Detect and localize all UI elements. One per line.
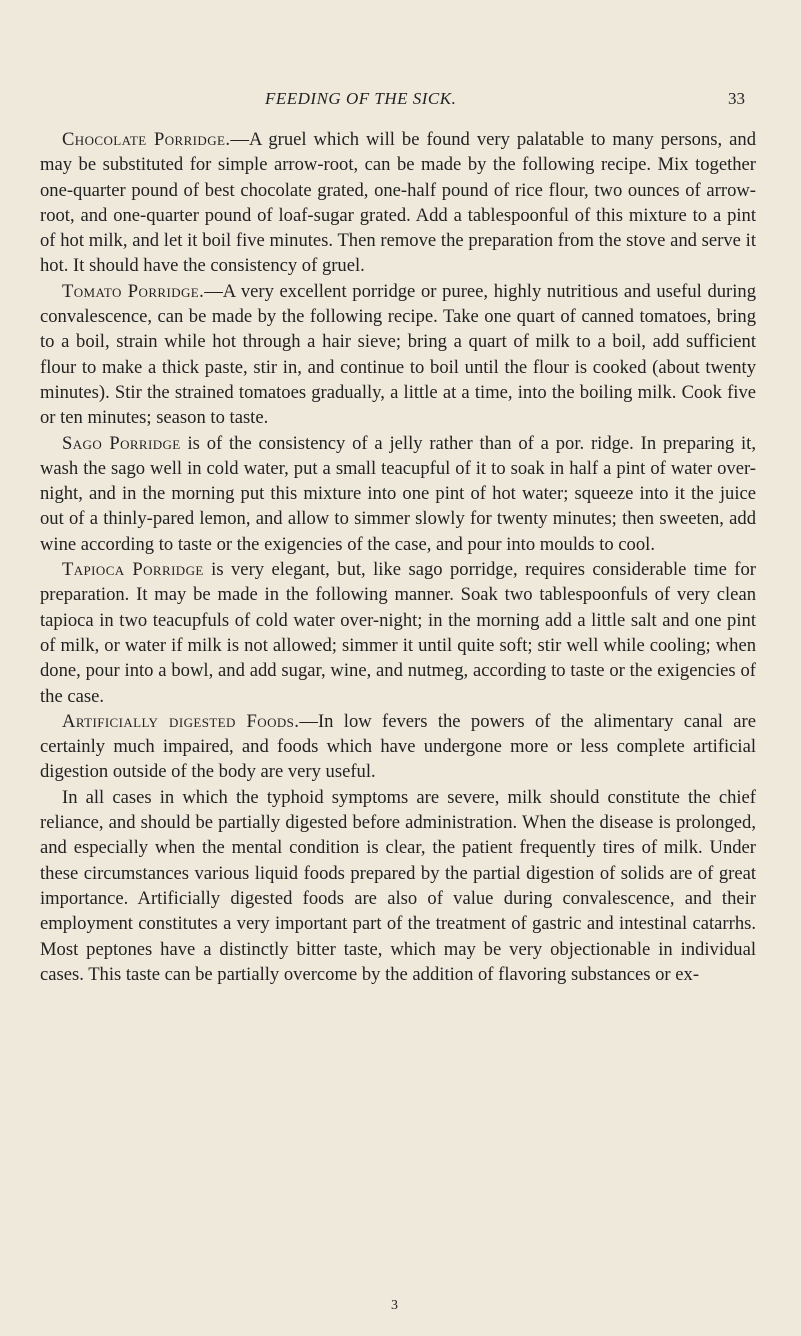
- paragraph-tomato-porridge: [40, 279, 756, 431]
- running-title: FEEDING OF THE SICK.: [265, 89, 457, 108]
- paragraph-text: is of the consistency of a jelly rather than of a por. ridge. In preparing it, wash the sago well in cold water, put a small teacupful of it to soak in half a pint of water over-night, and in the morning put this mixture into one pint of hot water; squeeze into it the juice out of a thinly-pared lemon, and allow to simmer slowly for twenty minutes; then sweeten, add wine according to taste or the exigencies of the case, and pour into moulds to cool.: [40, 432, 756, 555]
- paragraph-text: is very elegant, but, like sago porridge, requires considerable time for preparation. It may be made in the following manner. Soak two tablespoonfuls of very clean tapioca in two teacupfuls of cold water over-night; in the morning add a little salt and one pint of milk, or water if milk is not allowed; simmer it until quite soft; stir well while cooling; when done, pour into a bowl, and add sugar, wine, and nutmeg, according to taste or the exigencies of the case.: [40, 559, 756, 707]
- page-number: 33: [728, 89, 745, 108]
- paragraph-typhoid-milk: [40, 785, 756, 987]
- paragraph-text: In all cases in which the typhoid symptoms are severe, milk should constitute the chief reliance, and should be partially digested before administration. When the disease is prolonged, and especially when the mental condition is clear, the patient frequently tires of milk. Under these circumstances various liquid foods prepared by the partial digestion of solids are of great importance. Artificially digested foods are also of value during convalescence, and their employment constitutes a very important part of the treatment of gastric and intestinal catarrhs. Most peptones have a distinctly bitter taste, which may be very objectionable in individual cases. This taste can be partially overcome by the addition of flavoring substances or ex-: [40, 786, 756, 985]
- paragraph-chocolate-porridge: [40, 127, 756, 279]
- paragraph-heading: Tomato Porridge.: [62, 280, 205, 302]
- paragraph-text: —A gruel which will be found very palatable to many persons, and may be substituted for simple arrow-root, can be made by the following recipe. Mix together one-quarter pound of best chocolate grated, one-half pound of rice flour, two ounces of arrow-root, and one-quarter pound of loaf-sugar grated. Add a tablespoonful of this mixture to a pint of hot milk, and let it boil five minutes. Then remove the preparation from the stove and serve it hot. It should have the consistency of gruel.: [40, 129, 756, 277]
- paragraph-heading: Tapioca Porridge: [62, 559, 204, 581]
- paragraph-sago-porridge: [40, 431, 756, 557]
- body-text: [40, 127, 756, 987]
- paragraph-tapioca-porridge: [40, 557, 756, 709]
- paragraph-heading: Sago Porridge: [62, 432, 181, 454]
- signature-mark: 3: [391, 1298, 398, 1313]
- paragraph-heading: Artificially digested Foods.: [62, 710, 300, 732]
- paragraph-text: —A very excellent porridge or puree, highly nutritious and useful during convalescence, can be made by the following recipe. Take one quart of canned tomatoes, bring to a boil, strain while hot through a hair sieve; bring a quart of milk to a boil, add sufficient flour to make a thick paste, stir in, and continue to boil until the flour is cooked (about twenty minutes). Stir the strained tomatoes gradually, a little at a time, into the boiling milk. Cook five or ten minutes; season to taste.: [40, 280, 756, 429]
- paragraph-text: —In low fevers the powers of the alimentary canal are certainly much impaired, and foods which have undergone more or less complete artificial digestion outside of the body are very useful.: [40, 710, 757, 783]
- paragraph-heading: Chocolate Porridge.: [62, 129, 231, 150]
- paragraph-artificially-digested-foods: [40, 709, 756, 785]
- running-head: [85, 89, 745, 113]
